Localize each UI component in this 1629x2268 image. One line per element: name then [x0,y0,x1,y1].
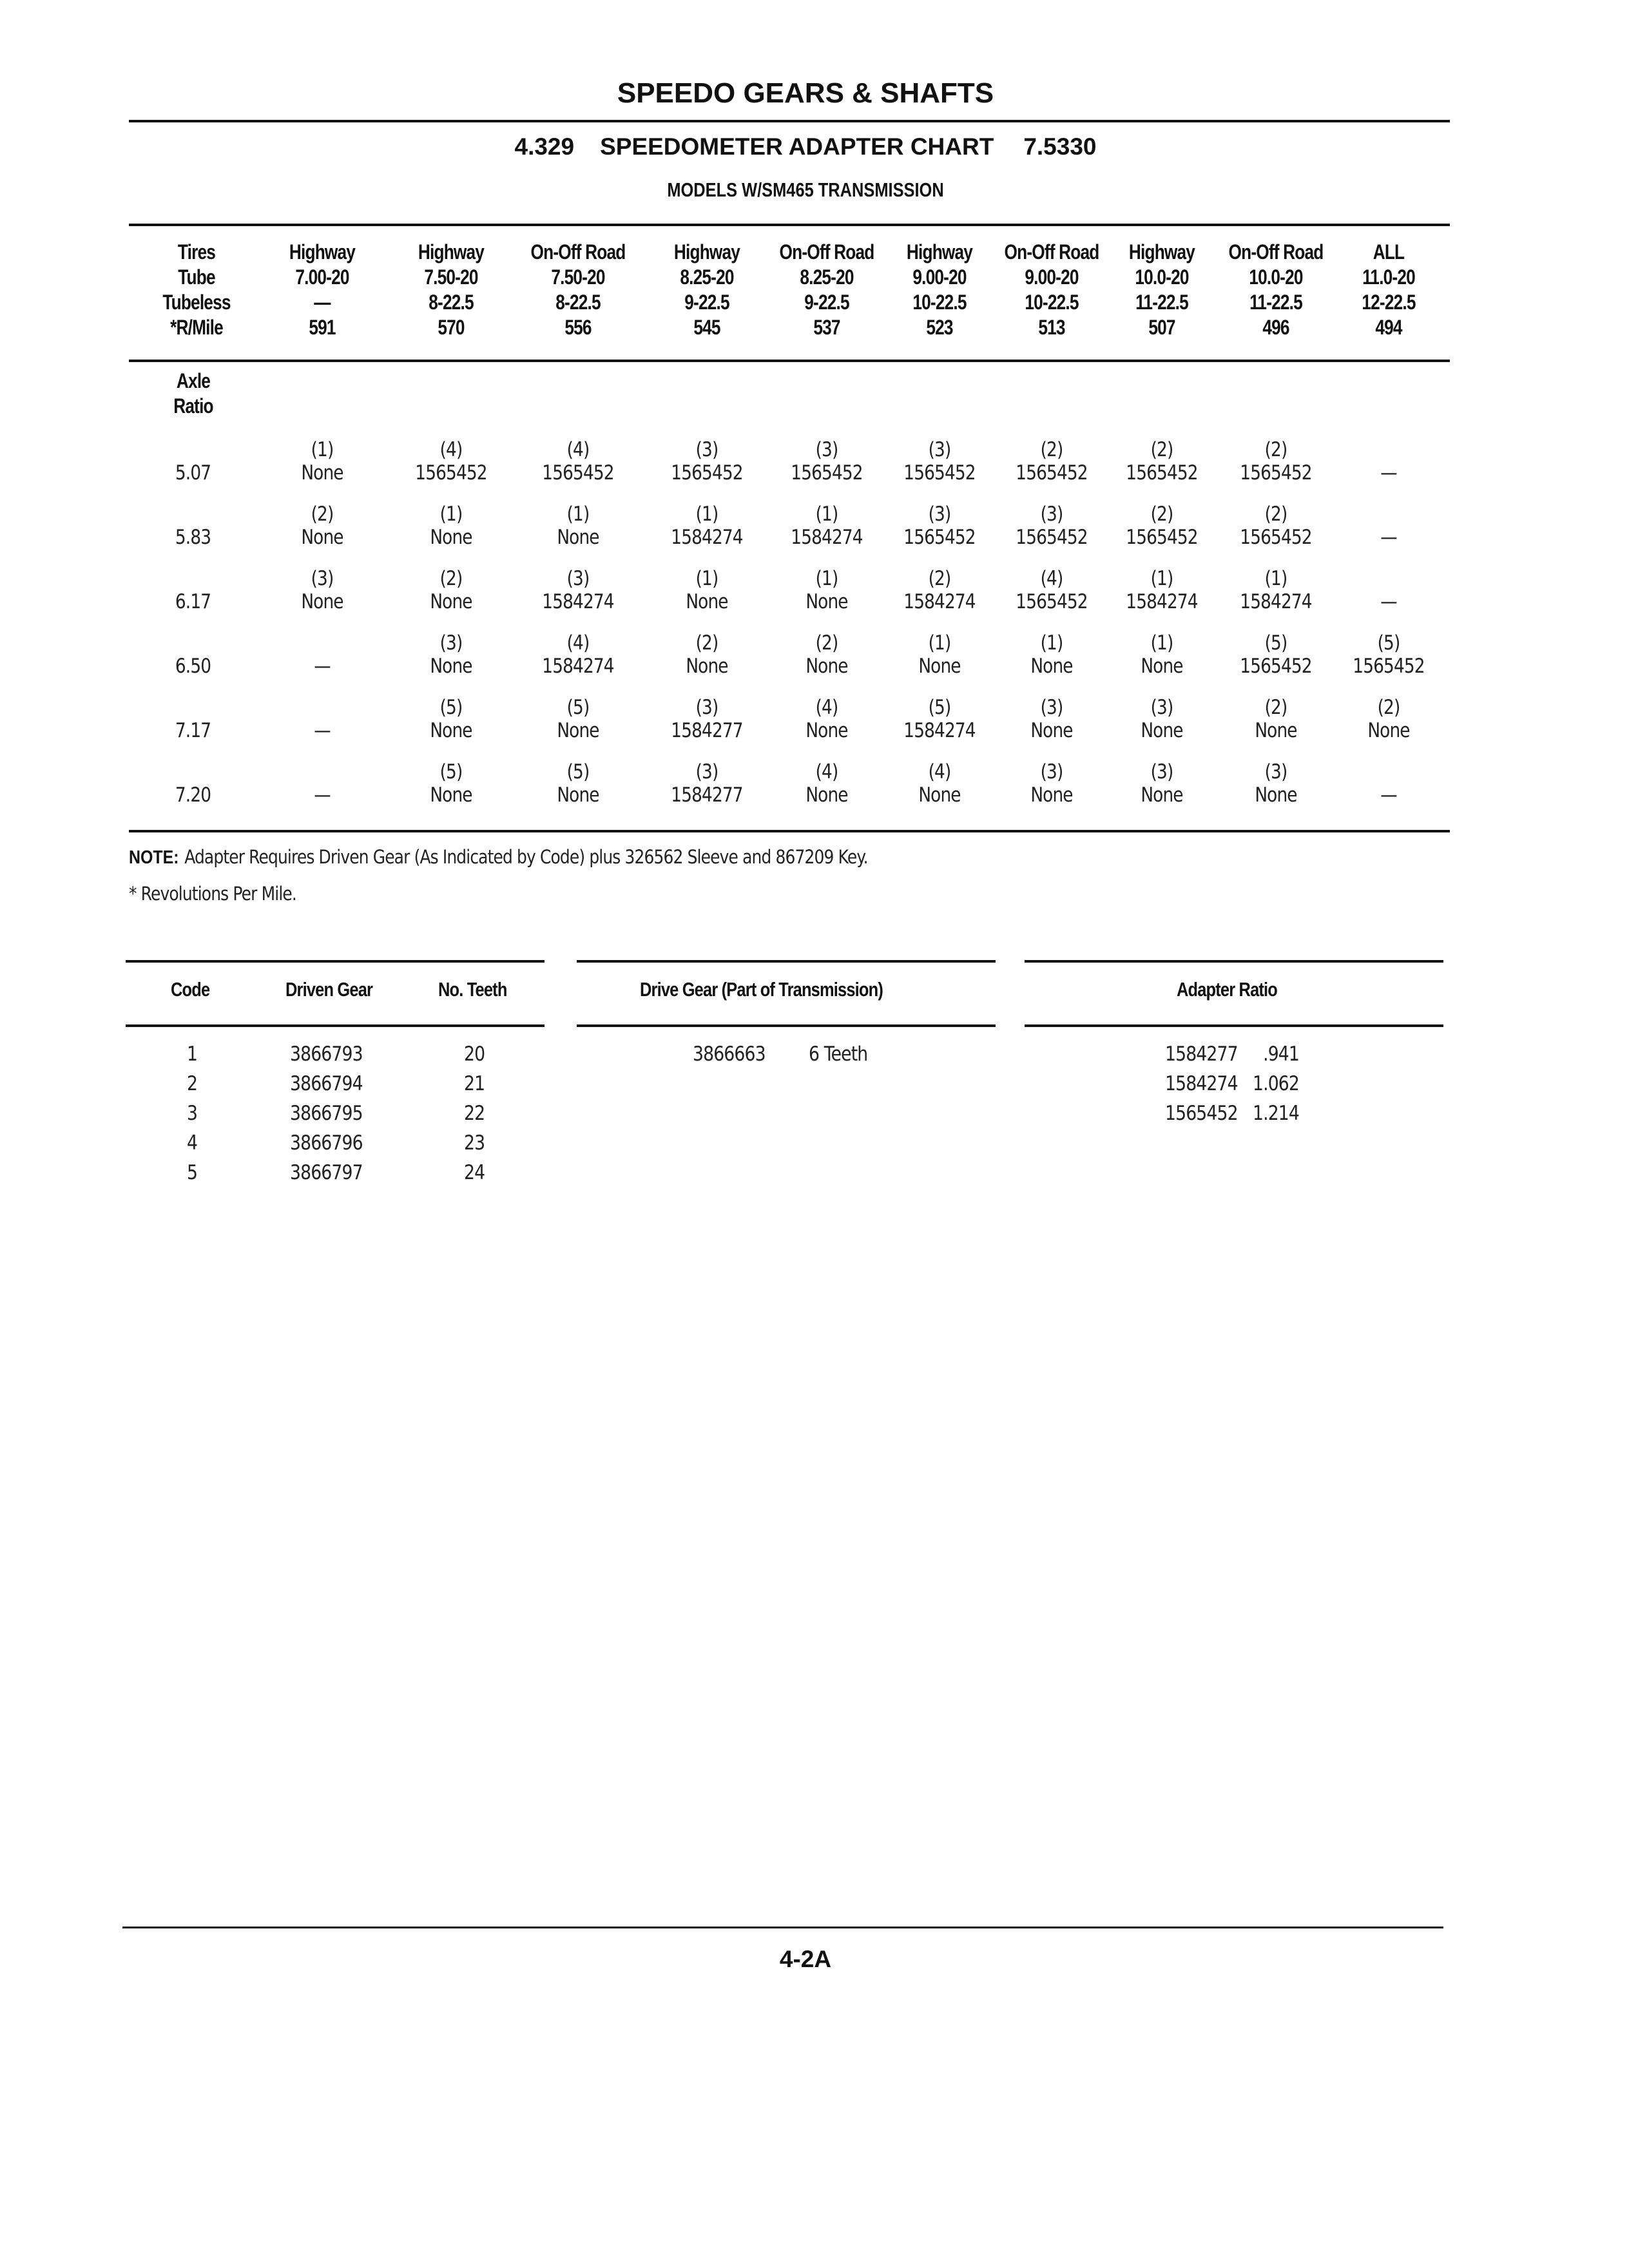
tire-tubeless: 10-22.5 [912,291,967,314]
cell-part-value: — [1380,783,1397,807]
tire-tires: On-Off Road [779,240,874,264]
cell-part-value: 1565452 [1126,526,1198,549]
cell-code: (1) [815,503,838,526]
cell-code: (1) [1040,631,1063,655]
adapter-part: 1584277 [1165,1043,1238,1066]
cell-code: (5) [439,696,463,719]
cell-part-value: None [805,783,848,807]
cell-part-value: None [918,783,961,807]
chart-title-line [0,133,1611,160]
cell-code: (1) [1150,631,1173,655]
axle-label-line1: Axle [176,369,211,392]
cell-part-value: None [430,655,472,678]
cell-code: (2) [1377,696,1400,719]
adapter-cell [251,696,393,742]
axle-ratio-label [129,369,258,419]
gear-driven-gear: 3866796 [290,1131,363,1155]
cell-code: (3) [1040,696,1063,719]
tire-rev-mile: 591 [309,316,336,339]
cell-code: (3) [1264,760,1287,783]
drive-gear-part: 3866663 [693,1043,766,1066]
adapter-ratio-value: 1.062 [1252,1072,1299,1095]
cell-code [262,696,383,719]
cell-part-value: — [1380,526,1397,549]
cell-part-value: 1565452 [542,461,614,485]
gear-table-top-rule [126,960,545,963]
drive-table-top-rule [577,960,996,963]
table-bottom-rule [129,830,1450,832]
tire-tires: On-Off Road [1004,240,1099,264]
tire-tubeless: 8-22.5 [429,291,474,314]
adapter-cell [1318,438,1460,485]
gear-driven-gear: 3866795 [290,1102,363,1125]
tire-rev-mile: 556 [564,316,592,339]
adapter-part: 1565452 [1165,1102,1238,1125]
cell-part-value: None [1030,783,1073,807]
gear-code: 4 [187,1131,198,1155]
cell-code: (3) [311,567,334,590]
cell-part-value: None [1141,719,1183,742]
tire-rev-mile: 496 [1262,316,1289,339]
cell-part-value: 1584274 [903,590,976,613]
label-tubeless: Tubeless [162,291,231,314]
cell-part-value: 1565452 [1016,590,1088,613]
cell-part-value: 1584274 [1126,590,1198,613]
adapter-cell [1318,760,1460,807]
tire-tube: 7.50-20 [551,265,605,289]
cell-code: (1) [695,503,718,526]
adapter-cell [1318,696,1460,742]
cell-part-value: None [1367,719,1410,742]
cell-part-value: None [557,719,599,742]
cell-part-value: None [430,526,472,549]
gear-table-header-rule [126,1024,545,1027]
cell-code: (3) [566,567,590,590]
cell-code [262,760,383,783]
cell-code: (3) [928,438,951,461]
tire-tube: 8.25-20 [680,265,734,289]
cell-part-value: 1584277 [671,719,743,742]
tire-rev-mile: 545 [693,316,720,339]
axle-ratio-text: 7.20 [175,783,211,807]
cell-part-value: 1584274 [791,526,863,549]
drive-table-header-rule [577,1024,996,1027]
tire-rev-mile: 494 [1375,316,1402,339]
tire-tubeless: 8-22.5 [555,291,601,314]
cell-part-value: 1565452 [1240,655,1312,678]
label-tires: Tires [177,240,216,264]
drive-gear-header: Drive Gear (Part of Transmission) [640,978,883,1001]
cell-code: (3) [815,438,838,461]
adapter-ratio-value: 1.214 [1252,1102,1299,1125]
adapter-part: 1584274 [1165,1072,1238,1095]
cell-part-value: None [1141,655,1183,678]
gear-driven-gear: 3866793 [290,1043,363,1066]
tire-tubeless: 9-22.5 [804,291,849,314]
cell-part-value: 1584274 [671,526,743,549]
cell-part-value: — [1380,590,1397,613]
cell-part-value: None [805,655,848,678]
cell-part-value: 1565452 [1353,655,1425,678]
adapter-cell [380,503,522,549]
gear-code: 1 [187,1043,198,1066]
cell-part-value: None [1255,719,1297,742]
cell-code: (5) [928,696,951,719]
cell-part-value: 1584274 [542,590,614,613]
tire-column [380,240,522,340]
cell-part-value: None [1030,655,1073,678]
cell-part-value: None [430,719,472,742]
cell-part-value: 1565452 [1016,526,1088,549]
cell-code: (2) [695,631,718,655]
adapter-cell [1318,503,1460,549]
tire-column [251,240,393,340]
cell-code: (2) [1264,503,1287,526]
gear-code: 2 [187,1072,198,1095]
cell-part-value: 1584274 [542,655,614,678]
adapter-cell [380,631,522,678]
cell-part-value: None [1141,783,1183,807]
adapter-cell [380,760,522,807]
axle-ratio-value [129,461,258,485]
cell-code: (1) [566,503,590,526]
cell-code: (2) [1040,438,1063,461]
tire-tubeless: 10-22.5 [1025,291,1079,314]
tire-tubeless: 11-22.5 [1249,291,1302,314]
cell-part-value: 1565452 [671,461,743,485]
cell-code: (2) [311,503,334,526]
adapter-cell [507,760,649,807]
adapter-cell [380,567,522,613]
adapter-cell [507,696,649,742]
adapter-cell [1318,631,1460,678]
cell-part-value: None [805,590,848,613]
tire-tube: 7.00-20 [295,265,349,289]
adapter-cell [507,503,649,549]
page-number: 4-2A [779,1946,832,1972]
tire-rev-mile: 570 [438,316,465,339]
cell-code: (5) [439,760,463,783]
axle-ratio-text: 5.83 [175,526,211,549]
cell-part-value: None [557,526,599,549]
cell-part-value: — [314,719,331,742]
cell-code: (2) [928,567,951,590]
tire-rev-mile: 513 [1038,316,1065,339]
driven-gear-header: Driven Gear [285,978,373,1001]
cell-part-value: — [314,783,331,807]
cell-code: (3) [695,760,718,783]
tire-tubeless: — [314,291,331,314]
label-rev-mile: *R/Mile [170,316,223,339]
adapter-cell [507,438,649,485]
cell-part-value: 1565452 [791,461,863,485]
cell-code [1329,438,1449,461]
adapter-ratio-value: .941 [1263,1043,1299,1066]
cell-code: (5) [1264,631,1287,655]
table-top-rule [129,224,1450,226]
adapter-ratio-header: Adapter Ratio [1177,978,1278,1001]
cell-code: (2) [1150,503,1173,526]
cell-code: (1) [815,567,838,590]
cell-code: (3) [695,438,718,461]
code-header: Code [171,978,210,1001]
adapter-cell [380,696,522,742]
gear-code: 3 [187,1102,198,1125]
tire-tires: Highway [906,240,973,264]
cell-part-value: 1565452 [1126,461,1198,485]
adapter-cell [507,631,649,678]
cell-part-value: None [430,783,472,807]
gear-driven-gear: 3866794 [290,1072,363,1095]
chart-subtitle: MODELS W/SM465 TRANSMISSION [667,178,944,201]
cell-code: (4) [1040,567,1063,590]
tire-tires: Highway [673,240,740,264]
cell-code: (3) [439,631,463,655]
axle-ratio-text: 6.50 [175,655,211,678]
cell-code: (2) [1264,696,1287,719]
cell-code: (1) [1264,567,1287,590]
cell-part-value: 1565452 [415,461,487,485]
cell-code: (1) [928,631,951,655]
cell-part-value: None [1255,783,1297,807]
axle-ratio-value [129,655,258,678]
label-tube: Tube [178,265,215,289]
cell-code: (3) [1040,503,1063,526]
cell-part-value: None [686,590,728,613]
tire-tube: 8.25-20 [800,265,854,289]
cell-code: (1) [439,503,463,526]
tire-tube: 11.0-20 [1362,265,1415,289]
cell-part-value: 1584274 [903,719,976,742]
tire-tires: ALL [1373,240,1405,264]
cell-part-value: 1584274 [1240,590,1312,613]
chart-title: SPEEDOMETER ADAPTER CHART [600,133,994,160]
cell-part-value: None [557,783,599,807]
cell-part-value: None [918,655,961,678]
cell-code [1329,760,1449,783]
note-text: Adapter Requires Driven Gear (As Indicated by Code) plus 326562 Sleeve and 867209 Key. [184,846,868,868]
adapter-cell [1318,567,1460,613]
cell-code: (4) [439,438,463,461]
cell-part-value: None [301,526,343,549]
cell-code: (2) [1150,438,1173,461]
footer-rule [122,1927,1443,1928]
no-teeth-header: No. Teeth [438,978,507,1001]
cell-code: (3) [695,696,718,719]
tire-tube: 10.0-20 [1135,265,1189,289]
cell-part-value: 1565452 [903,461,976,485]
drive-gear-teeth: 6 Teeth [809,1043,868,1066]
cell-code: (5) [1377,631,1400,655]
cell-part-value: None [805,719,848,742]
adapter-table-header-rule [1025,1024,1443,1027]
header-bottom-rule [129,360,1450,362]
chart-number-right: 7.5330 [1023,133,1097,160]
adapter-cell [251,567,393,613]
cell-code: (3) [1150,696,1173,719]
cell-code: (2) [439,567,463,590]
tire-tubeless: 12-22.5 [1362,291,1416,314]
tire-tires: Highway [289,240,356,264]
cell-code: (1) [311,438,334,461]
footnote: * Revolutions Per Mile. [129,883,296,905]
tire-tube: 7.50-20 [424,265,478,289]
axle-ratio-value [129,590,258,613]
gear-teeth: 21 [464,1072,485,1095]
cell-code: (1) [695,567,718,590]
tire-rev-mile: 523 [926,316,953,339]
tire-rev-mile: 507 [1148,316,1175,339]
cell-part-value: None [301,461,343,485]
tire-tires: Highway [418,240,485,264]
tire-tires: Highway [1128,240,1195,264]
cell-code [1329,567,1449,590]
cell-code [262,631,383,655]
cell-code: (4) [928,760,951,783]
tire-column [1318,240,1460,340]
tire-tubeless: 9-22.5 [684,291,729,314]
axle-ratio-value [129,783,258,807]
cell-code: (4) [566,631,590,655]
adapter-cell [251,631,393,678]
adapter-cell [380,438,522,485]
axle-ratio-text: 7.17 [175,719,211,742]
cell-code: (1) [1150,567,1173,590]
cell-part-value: None [301,590,343,613]
cell-code [1329,503,1449,526]
cell-code: (4) [815,696,838,719]
axle-ratio-value [129,719,258,742]
adapter-table-top-rule [1025,960,1443,963]
cell-part-value: 1565452 [903,526,976,549]
cell-part-value: — [1380,461,1397,485]
gear-teeth: 23 [464,1131,485,1155]
cell-part-value: 1565452 [1016,461,1088,485]
cell-code: (4) [815,760,838,783]
axle-ratio-value [129,526,258,549]
tire-tube: 9.00-20 [912,265,967,289]
axle-label-line2: Ratio [173,394,213,418]
tire-tube: 9.00-20 [1025,265,1079,289]
cell-part-value: None [1030,719,1073,742]
cell-code: (2) [815,631,838,655]
adapter-cell [251,503,393,549]
title-rule [129,120,1450,122]
gear-teeth: 22 [464,1102,485,1125]
adapter-cell [251,438,393,485]
cell-code: (3) [1040,760,1063,783]
gear-teeth: 20 [464,1043,485,1066]
cell-code: (2) [1264,438,1287,461]
adapter-cell [251,760,393,807]
tire-tires: On-Off Road [1228,240,1324,264]
cell-part-value: 1565452 [1240,461,1312,485]
tire-rev-mile: 537 [813,316,840,339]
cell-code: (5) [566,760,590,783]
gear-driven-gear: 3866797 [290,1161,363,1184]
tire-column [507,240,649,340]
cell-part-value: None [430,590,472,613]
cell-part-value: — [314,655,331,678]
note-label: NOTE: [129,847,179,868]
cell-part-value: None [686,655,728,678]
cell-part-value: 1565452 [1240,526,1312,549]
cell-code: (3) [928,503,951,526]
axle-ratio-text: 6.17 [175,590,211,613]
cell-code: (4) [566,438,590,461]
cell-code: (3) [1150,760,1173,783]
cell-code: (5) [566,696,590,719]
tire-tubeless: 11-22.5 [1135,291,1188,314]
tire-tires: On-Off Road [530,240,626,264]
chart-number-left: 4.329 [514,133,575,160]
axle-ratio-text: 5.07 [175,461,211,485]
adapter-cell [507,567,649,613]
page-title: SPEEDO GEARS & SHAFTS [617,77,994,109]
cell-part-value: 1584277 [671,783,743,807]
tire-tube: 10.0-20 [1249,265,1303,289]
gear-code: 5 [187,1161,198,1184]
gear-teeth: 24 [464,1161,485,1184]
note [129,846,868,869]
